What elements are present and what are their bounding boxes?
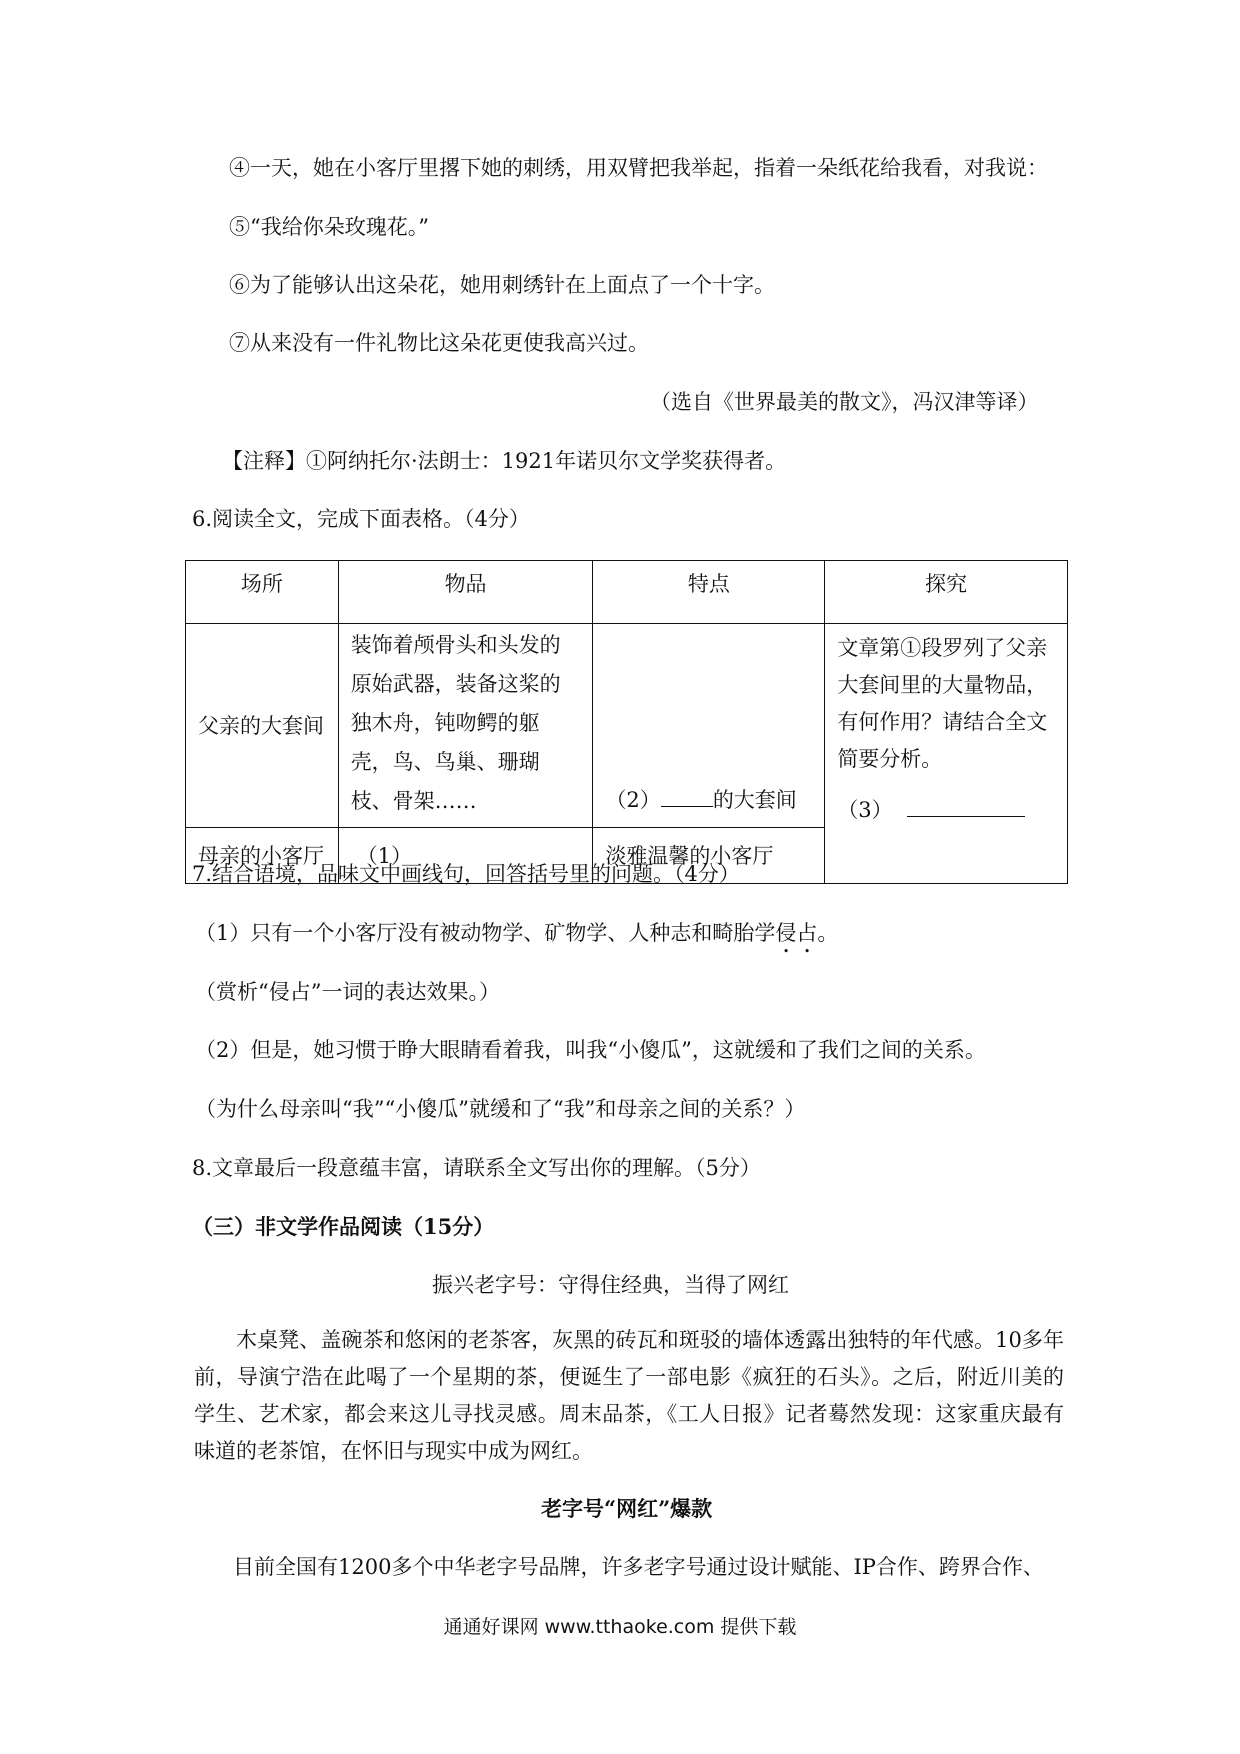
article-subheading: 老字号“网红”爆款 — [541, 1496, 713, 1521]
cell-feature-father — [593, 624, 825, 828]
paragraph-5: ⑤“我给你朵玫瑰花。” — [229, 215, 429, 239]
explore-answer — [837, 792, 1055, 829]
feature-suffix: 的大套间 — [712, 788, 797, 812]
explore-blank[interactable] — [907, 794, 1025, 817]
source-citation: （选自《世界最美的散文》，冯汉津等译） — [650, 390, 1039, 414]
article-paragraph-2: 目前全国有1200多个中华老字号品牌，许多老字号通过设计赋能、IP合作、跨界合作、 — [233, 1555, 1044, 1579]
explore-label: （3） — [837, 798, 893, 822]
question-8-prompt: 8.文章最后一段意蕴丰富，请联系全文写出你的理解。（5分） — [192, 1156, 761, 1180]
paragraph-6: ⑥为了能够认出这朵花，她用刺绣针在上面点了一个十字。 — [229, 273, 775, 297]
feature-blank[interactable] — [661, 784, 713, 807]
cell-place-father: 父亲的大套间 — [186, 624, 339, 828]
paragraph-4: ④一天，她在小客厅里撂下她的刺绣，用双臂把我举起，指着一朵纸花给我看，对我说： — [229, 156, 1048, 180]
question-7-sub-question-1: （赏析“侵占”一词的表达效果。） — [195, 980, 500, 1004]
paragraph-7: ⑦从来没有一件礼物比这朵花更使我高兴过。 — [229, 331, 649, 355]
page-footer: 通通好课网 www.tthaoke.com 提供下载 — [443, 1616, 797, 1638]
question-7-sentence-1 — [195, 918, 838, 958]
sentence-1-end: 。 — [817, 921, 839, 945]
question-7-prompt: 7.结合语境，品味文中画线句，回答括号里的问题。（4分） — [192, 862, 740, 886]
header-items: 物品 — [338, 561, 593, 624]
feature-label: （2） — [605, 788, 661, 812]
cell-items-mother: （1） — [338, 828, 593, 884]
cell-items-father: 装饰着颅骨头和头发的原始武器，装备这桨的独木舟，钝吻鳄的躯壳，鸟、鸟巢、珊瑚枝、骨架…… — [338, 624, 593, 828]
question-7-sub-question-2: （为什么母亲叫“我”“小傻瓜”就缓和了“我”和母亲之间的关系？） — [195, 1097, 806, 1121]
explore-question: 文章第①段罗列了父亲大套间里的大量物品，有何作用？请结合全文简要分析。 — [837, 636, 1048, 771]
analysis-table — [185, 560, 1068, 884]
article-title: 振兴老字号：守得住经典，当得了网红 — [432, 1273, 789, 1297]
header-explore: 探究 — [825, 561, 1068, 624]
cell-place-mother: 母亲的小客厅 — [186, 828, 339, 884]
question-7-sentence-2: （2）但是，她习惯于睁大眼睛看着我，叫我“小傻瓜”，这就缓和了我们之间的关系。 — [195, 1038, 986, 1062]
header-place: 场所 — [186, 561, 339, 624]
cell-feature-mother: 淡雅温馨的小客厅 — [593, 828, 825, 884]
cell-explore — [825, 624, 1068, 884]
marked-word: 侵占 — [775, 921, 818, 945]
article-paragraph-1: 木桌凳、盖碗茶和悠闲的老茶客，灰黑的砖瓦和斑驳的墙体透露出独特的年代感。10多年前，导演宁浩在此喝了一个星期的茶，便诞生了一部电影《疯狂的石头》。之后，附近川美的学生、艺术家，都会来这儿寻找灵感。周末品茶，《工人日报》记者蓦然发现：这家重庆最有味道的老茶馆，在怀旧与现实中成为网红。 — [194, 1328, 1064, 1463]
header-feature: 特点 — [593, 561, 825, 624]
section-3-heading: （三）非文学作品阅读（15分） — [192, 1214, 495, 1239]
annotation-note: 【注释】①阿纳托尔·法朗士：1921年诺贝尔文学奖获得者。 — [222, 449, 787, 473]
question-6-prompt: 6.阅读全文，完成下面表格。（4分） — [192, 507, 530, 531]
table-header-row — [186, 561, 1068, 624]
sentence-1-text: （1）只有一个小客厅没有被动物学、矿物学、人种志和畸胎学 — [195, 921, 776, 945]
table-row — [186, 624, 1068, 828]
